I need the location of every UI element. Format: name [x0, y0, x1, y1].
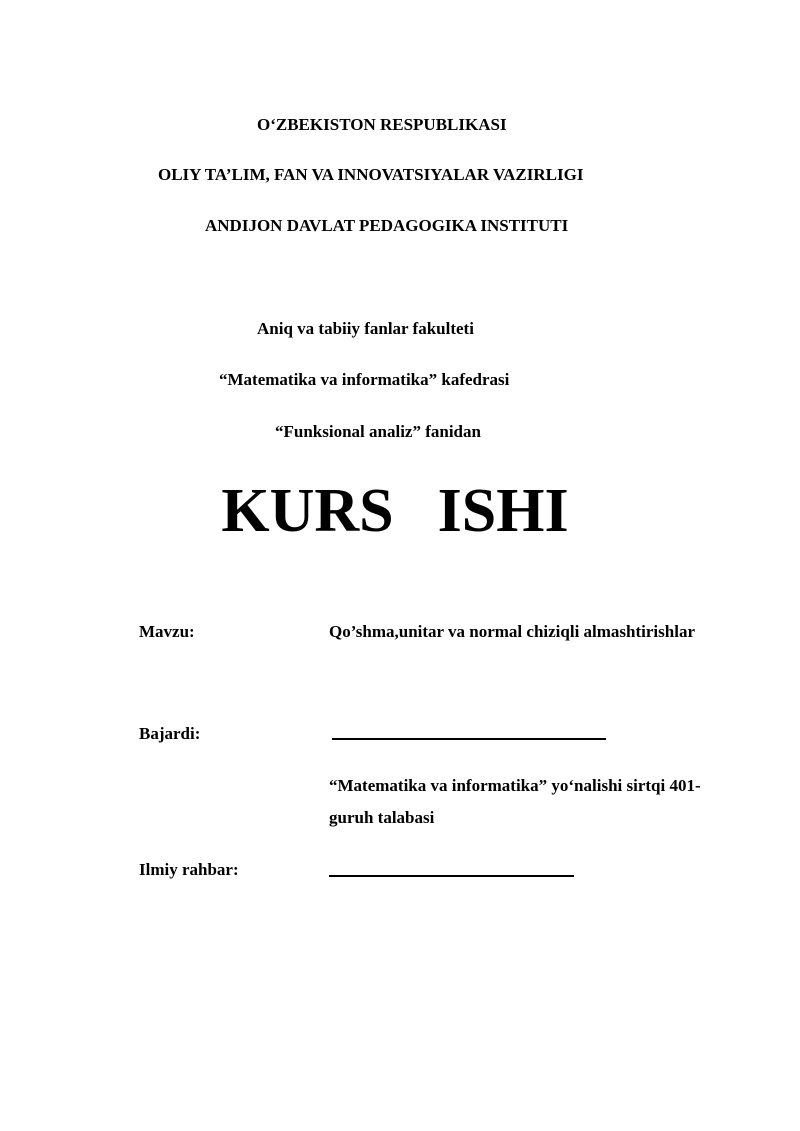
advisor-label: Ilmiy rahbar:: [139, 860, 239, 879]
chair-name: “Matematika va informatika” kafedrasi: [219, 370, 510, 389]
student-description-line2: guruh talabasi: [329, 808, 435, 827]
topic-value: Qo’shma,unitar va normal chiziqli almashtirishlar: [329, 622, 695, 641]
advisor-blank-line: [329, 875, 574, 877]
subject-name: “Funksional analiz” fanidan: [275, 422, 481, 441]
title-word-ishi: ISHI: [437, 477, 569, 545]
faculty-name: Aniq va tabiiy fanlar fakulteti: [257, 319, 474, 338]
topic-label: Mavzu:: [139, 622, 195, 641]
title-word-kurs: KURS: [221, 477, 394, 545]
institute-heading: ANDIJON DAVLAT PEDAGOGIKA INSTITUTI: [205, 216, 569, 235]
ministry-heading: OLIY TA’LIM, FAN VA INNOVATSIYALAR VAZIRLIGI: [158, 165, 584, 184]
performed-by-blank-line: [332, 738, 606, 740]
republic-heading: O‘ZBEKISTON RESPUBLIKASI: [257, 115, 507, 134]
document-title: [0, 474, 790, 548]
performed-by-label: Bajardi:: [139, 724, 201, 743]
student-description-line1: “Matematika va informatika” yo‘nalishi sirtqi 401-: [329, 776, 701, 795]
